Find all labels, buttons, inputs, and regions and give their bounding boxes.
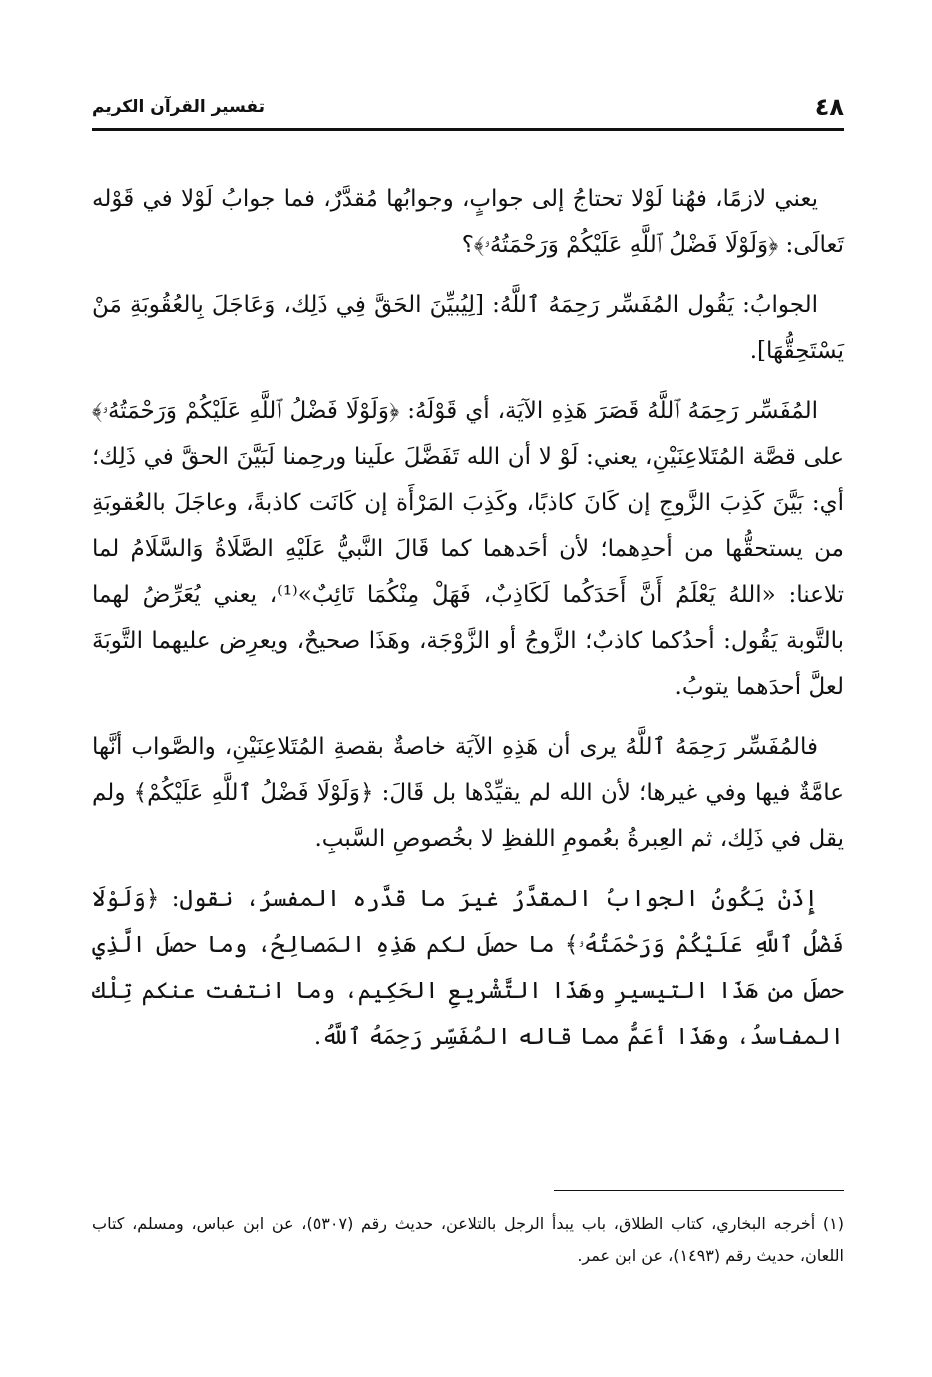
book-page (92, 80, 844, 1310)
page-body (92, 176, 844, 1074)
footnote: (١) أخرجه البخاري، كتاب الطلاق، باب يبدأ الرجل بالتلاعن، حديث رقم (٥٣٠٧)، عن ابن عباس، ومسلم، كتاب اللعان، حديث رقم (١٤٩٣)، عن ابن عمر. (92, 1214, 844, 1265)
paragraph-3: المُفَسِّر رَحِمَهُ ٱللَّهُ قَصَرَ هَذِهِ الآيَة، أي قَوْلَهُ: ﴿وَلَوْلَا فَضْلُ ٱللَّهِ عَلَيْكُمْ وَرَحْمَتُهُۥ﴾ على قصَّة المُتَلاعِنَيْنِ، يعني: لَوْ لا أن الله تَفَضَّلَ علَينا ورحِمنا لَبَيَّنَ الحقَّ في ذَلِك؛ أي: بَيَّنَ كَذِبَ الزَّوجِ إن كَانَ كاذبًا، وكَذِبَ المَرْأَة إن كَانَت كاذبةً، وعاجَلَ بالعُقوبَةِ من يستحقُّها من أحدِهما؛ لأن أحَدهما كما قَالَ النَّبيُّ عَلَيْهِ الصَّلَاةُ وَالسَّلَامُ لما تلاعنا: «اللهُ يَعْلَمُ أَنَّ أَحَدَكُما لَكَاذِبٌ، فَهَلْ مِنْكُمَا تَائِبٌ»⁽¹⁾، يعني يُعَرِّضُ لهما بالتَّوبة يَقُول: أحدُكما كاذبٌ؛ الزَّوجُ أو الزَّوْجَة، وهَذَا صحيحٌ، ويعرِض عليهما التَّوبَةَ لعلَّ أحدَهما يتوبُ. (92, 398, 844, 700)
paragraph-4: فالمُفَسِّر رَحِمَهُ ٱللَّهُ يرى أن هَذِهِ الآيَة خاصةٌ بقصةِ المُتَلاعِنَيْنِ، والصَّواب أنَّها عامَّةٌ فيها وفي غيرها؛ لأن الله لم يقيِّدْها بل قَالَ: ﴿وَلَوْلَا فَضْلُ ٱللَّهِ عَلَيْكُمْ﴾ ولم يقل في ذَلِك، ثم العِبرةُ بعُمومِ اللفظِ لا بخُصوصِ السَّببِ. (92, 734, 844, 852)
running-title: تفسير القرآن الكريم (92, 97, 266, 117)
paragraph-1: يعني لازمًا، فهُنا لَوْلا تحتاجُ إلى جوابٍ، وجوابُها مُقدَّرٌ، فما جوابُ لَوْلا في قَوْله تَعالَى: ﴿وَلَوْلَا فَضْلُ ٱللَّهِ عَلَيْكُمْ وَرَحْمَتُهُۥ﴾؟ (92, 186, 844, 258)
page-header (92, 90, 844, 131)
paragraph-2: الجوابُ: يَقُول المُفَسِّر رَحِمَهُ ٱللَّهُ: [لِيُبيِّنَ الحَقَّ فِي ذَلِك، وَعَاجَلَ بِالعُقُوبَةِ مَنْ يَسْتَحِقُّهَا]. (92, 292, 844, 364)
footnote-divider (554, 1190, 844, 1191)
page-number: ٤٨ (814, 93, 844, 121)
paragraph-5: إِذَنْ يَكُونُ الجوابُ المقدَّرُ غيرَ ما قدَّره المفسرُ، نقول: ﴿وَلَوْلَا فَضْلُ ٱللَّهِ عَلَيْكُمْ وَرَحْمَتُهُۥ﴾ ما حصلَ لكم هَذِهِ المَصالِحُ، وما حصلَ الَّذِي حصلَ من هَذَا التيسيرِ وهَذَا التَّشْريعِ الحَكِيم، وما انتفت عنكم تِلْك المفاسدُ، وهَذَا أعَمُّ مما قاله المُفَسِّر رَحِمَهُ ٱللَّهُ. (92, 886, 844, 1050)
